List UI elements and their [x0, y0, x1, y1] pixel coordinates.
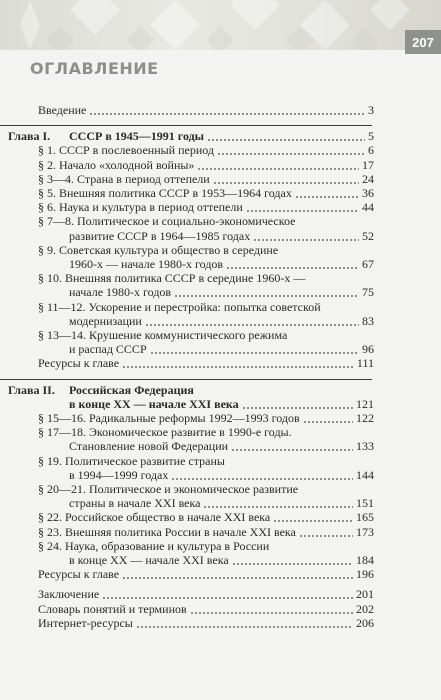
toc-section-leader — [232, 563, 353, 565]
toc-section-line: § 20—21. Политическое и экономическое развитие — [38, 482, 299, 496]
toc-section-line: и распад СССР — [69, 342, 147, 357]
toc-section-leader — [145, 324, 359, 326]
toc-resources-page: 111 — [356, 356, 374, 371]
toc-resources-line: Ресурсы к главе — [38, 356, 120, 371]
toc-section-leader — [171, 478, 353, 480]
toc-section-line: § 13—14. Крушение коммунистического режима — [38, 328, 288, 342]
toc-section-page: 144 — [356, 467, 374, 482]
toc-section-page: 44 — [362, 200, 374, 215]
toc-section-page: 83 — [362, 313, 374, 328]
chapter-title-line: Российская Федерация — [69, 382, 194, 397]
toc-section-leader — [150, 352, 359, 354]
page-title: ОГЛАВЛЕНИЕ — [30, 59, 159, 78]
toc-back-matter-line: Заключение — [38, 587, 100, 602]
toc-section-line: модернизации — [69, 313, 142, 328]
toc-section-page: 96 — [362, 342, 374, 357]
toc-section-line: § 22. Российское общество в начале XXI века — [38, 510, 271, 525]
toc-section-line: § 19. Политическое развитие страны — [38, 453, 225, 468]
toc-resources-line: Ресурсы к главе — [38, 567, 120, 582]
toc-section-line: § 3—4. Страна в период оттепели — [38, 171, 210, 186]
toc-section-leader — [273, 520, 353, 522]
toc-section-line: в конце XX — начале XXI века — [69, 553, 229, 567]
toc-section-line: § 7—8. Политическое и социально-экономическое — [38, 214, 296, 229]
chapter-rule — [0, 125, 372, 126]
toc-section-leader — [197, 168, 359, 170]
toc-section-line: § 11—12. Ускорение и перестройка: попытка советской — [38, 299, 321, 314]
toc-section-page: 133 — [356, 439, 374, 454]
toc-section-leader — [303, 421, 353, 423]
toc-section-leader — [231, 449, 353, 451]
toc-section-leader — [174, 295, 359, 297]
toc-section-page: 173 — [356, 524, 374, 539]
chapter-label: Глава II. — [8, 382, 55, 397]
toc-section-leader — [253, 239, 359, 241]
chapter-title-leader — [242, 407, 353, 409]
toc-section-line: § 6. Наука и культура в период оттепели — [38, 200, 243, 215]
toc-section-line: § 9. Советская культура и общество в середине — [38, 242, 279, 257]
toc-section-leader — [299, 535, 353, 537]
toc-section-line: § 5. Внешняя политика СССР в 1953—1964 годах — [38, 186, 292, 200]
toc-back-matter-leader — [190, 612, 353, 614]
toc-back-matter-line: Словарь понятий и терминов — [38, 601, 187, 616]
toc-back-matter-page: 201 — [356, 587, 374, 602]
chapter-title-page: 121 — [356, 396, 374, 411]
toc-section-page: 122 — [356, 411, 374, 425]
chapter-title-leader — [207, 139, 365, 141]
toc-section-leader — [246, 210, 359, 212]
toc-section-page: 24 — [362, 171, 374, 186]
toc-section-line: § 24. Наука, образование и культура в России — [38, 538, 270, 553]
toc-section-page: 75 — [362, 285, 374, 300]
toc-back-matter-line: Интернет-ресурсы — [38, 615, 133, 630]
toc-section-line: § 10. Внешняя политика СССР в середине 1960-х — — [38, 271, 306, 286]
toc-section-line: 1960-х — начале 1980-х годов — [69, 257, 224, 271]
toc-back-matter-leader — [136, 626, 353, 628]
toc-section-line: § 17—18. Экономическое развитие в 1990-е годы. — [38, 425, 292, 440]
toc-section-leader — [213, 182, 359, 184]
toc-section-leader — [295, 196, 359, 198]
toc-intro-leader — [89, 113, 365, 115]
toc-section-line: начале 1980-х годов — [69, 285, 172, 300]
toc-section-leader — [203, 506, 353, 508]
toc-section-page: 67 — [362, 257, 374, 271]
chapter-label: Глава I. — [8, 129, 51, 144]
toc-section-line: развитие СССР в 1964—1985 годах — [69, 228, 251, 243]
toc-section-page: 6 — [368, 143, 374, 158]
toc-section-line: § 2. Начало «холодной войны» — [38, 157, 195, 172]
toc-section-page: 165 — [356, 510, 374, 525]
toc-section-line: § 1. СССР в послевоенный период — [38, 143, 215, 158]
toc-intro-line: Введение — [38, 103, 87, 117]
toc-resources-page: 196 — [356, 567, 374, 582]
chapter-title-line: СССР в 1945—1991 годы — [69, 129, 205, 144]
toc-section-line: в 1994—1999 годах — [69, 467, 169, 482]
toc-resources-leader — [122, 366, 354, 368]
toc-back-matter-page: 202 — [356, 601, 374, 616]
page-number-badge: 207 — [405, 30, 441, 54]
toc-section-leader — [217, 153, 365, 155]
toc-back-matter-leader — [102, 597, 353, 599]
toc-section-line: § 23. Внешняя политика России в начале XXI века — [38, 524, 296, 539]
toc-section-line: § 15—16. Радикальные реформы 1992—1993 годов — [38, 411, 300, 425]
toc-section-line: Становление новой Федерации — [69, 439, 229, 454]
toc-section-line: страны в начале XXI века — [69, 496, 201, 511]
chapter-rule — [0, 379, 372, 380]
toc-back-matter-page: 206 — [356, 615, 374, 630]
toc-section-page: 151 — [356, 496, 374, 511]
toc-section-page: 184 — [356, 553, 374, 567]
toc-section-page: 17 — [362, 157, 374, 172]
toc-section-leader — [226, 267, 359, 269]
chapter-title-line: в конце XX — начале XXI века — [69, 396, 239, 411]
toc-intro-page: 3 — [368, 103, 374, 117]
toc-section-page: 36 — [362, 186, 374, 200]
chapter-title-page: 5 — [368, 129, 374, 144]
toc-section-page: 52 — [362, 228, 374, 243]
toc-resources-leader — [122, 577, 353, 579]
